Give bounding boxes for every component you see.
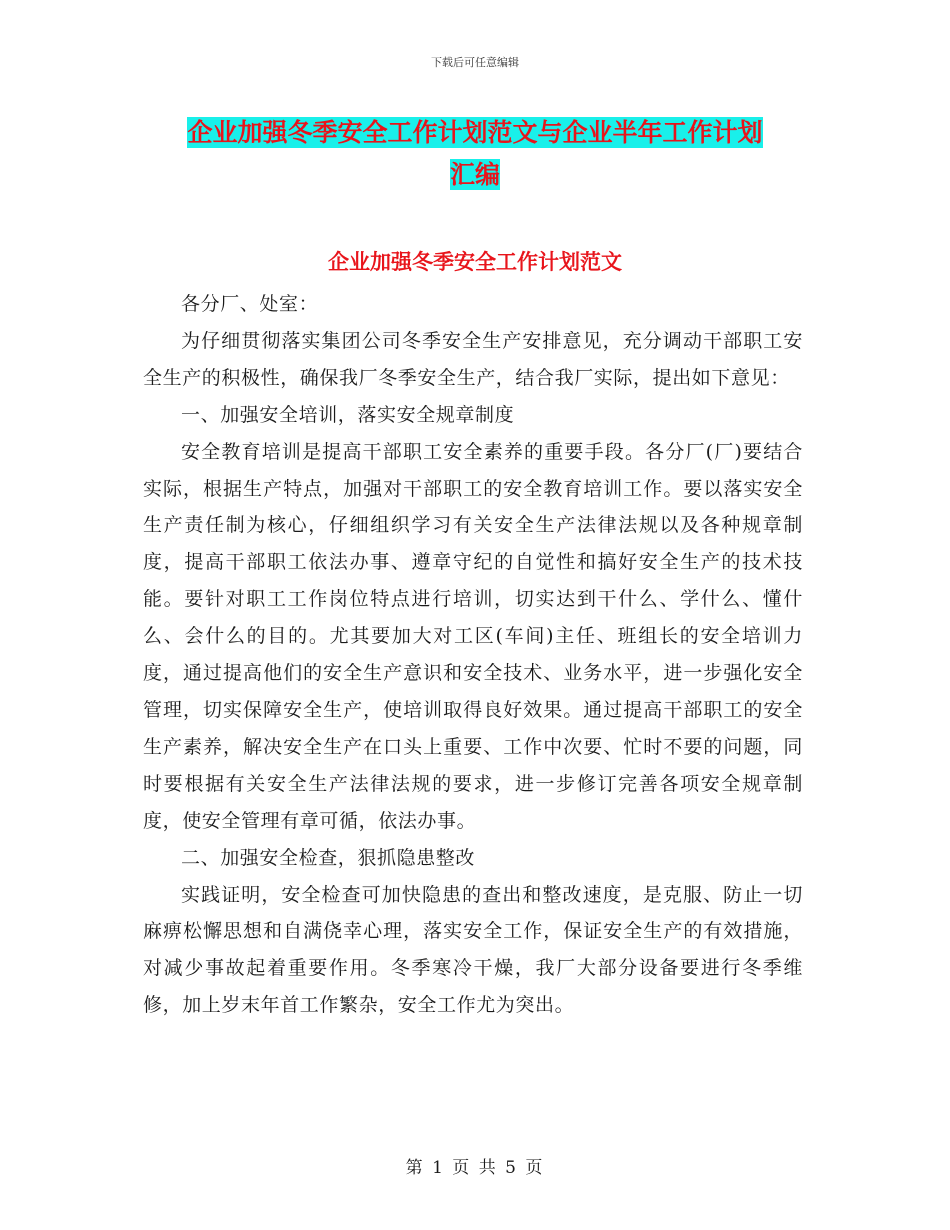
section-heading-2: 二、加强安全检查，狠抓隐患整改 — [181, 846, 476, 869]
paragraph-intro: 为仔细贯彻落实集团公司冬季安全生产安排意见，充分调动干部职工安全生产的积极性，确保我厂冬季安全生产，结合我厂实际，提出如下意见： — [143, 329, 803, 389]
document-body — [143, 286, 803, 1024]
paragraph-salutation: 各分厂、处室： — [181, 293, 319, 315]
document-title-line1: 企业加强冬季安全工作计划范文与企业半年工作计划 — [187, 118, 763, 147]
document-title — [140, 112, 810, 196]
header-note: 下载后可任意编辑 — [431, 56, 519, 69]
paragraph-inspection: 实践证明，安全检查可加快隐患的查出和整改速度，是克服、防止一切麻痹松懈思想和自满侥幸心理，落实安全工作，保证安全生产的有效措施，对减少事故起着重要作用。冬季寒冷干燥，我厂大部分设备要进行冬季维修，加上岁末年首工作繁杂，安全工作尤为突出。 — [143, 883, 803, 1017]
paragraph-training: 安全教育培训是提高干部职工安全素养的重要手段。各分厂(厂)要结合实际，根据生产特点，加强对干部职工的安全教育培训工作。要以落实安全生产责任制为核心，仔细组织学习有关安全生产法律法规以及各种规章制度，提高干部职工依法办事、遵章守纪的自觉性和搞好安全生产的技术技能。要针对职工工作岗位特点进行培训，切实达到干什么、学什么、懂什么、会什么的目的。尤其要加大对工区(车间)主任、班组长的安全培训力度，通过提高他们的安全生产意识和安全技术、业务水平，进一步强化安全管理，切实保障安全生产，使培训取得良好效果。通过提高干部职工的安全生产素养，解决安全生产在口头上重要、工作中次要、忙时不要的问题，同时要根据有关安全生产法律法规的要求，进一步修订完善各项安全规章制度，使安全管理有章可循，依法办事。 — [143, 440, 803, 832]
document-title-line2: 汇编 — [449, 160, 500, 189]
section-heading-1: 一、加强安全培训，落实安全规章制度 — [181, 403, 515, 426]
section-title: 企业加强冬季安全工作计划范文 — [328, 250, 622, 274]
page-number: 第 1 页 共 5 页 — [405, 1158, 545, 1178]
